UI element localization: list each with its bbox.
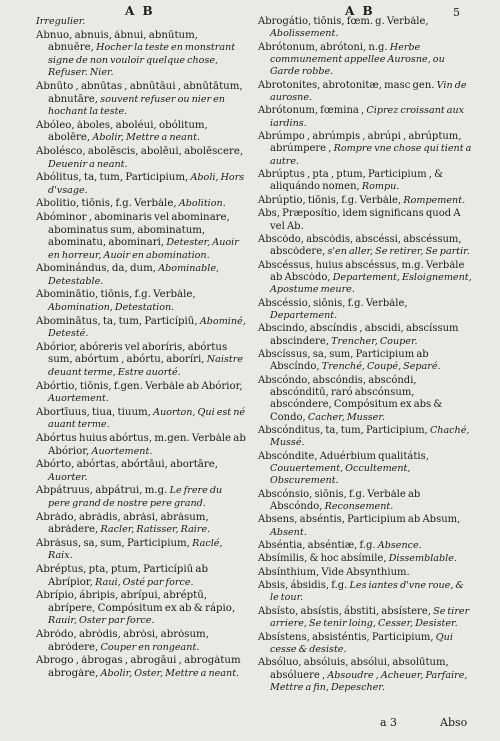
entry-gloss: Qui cesse & desiste.	[270, 631, 453, 655]
entry-lemma: Abórto, abórtas, abórtāui, abortāre,	[36, 459, 219, 471]
entry-gloss: Absence.	[377, 540, 422, 552]
dictionary-entry	[36, 407, 246, 432]
entry-gloss: Abolir, Mettre a neant.	[92, 132, 200, 144]
entry-lemma: Abortīuus, tiua, tiuum,	[36, 406, 151, 418]
entry-lemma: Absens, abséntis, Participium ab Absum,	[258, 514, 461, 526]
entry-gloss: Abolissement.	[270, 28, 339, 40]
entry-lemma: Abscéssus, huius abscéssus, m.g. Verbȧle ab Abscȯdo,	[258, 259, 465, 283]
entry-lemma: Abóleo, ȧboles, aboléui, obólitum, abolēre,	[36, 119, 208, 144]
entry-lemma: Abscóndite, Aduérbium qualitátis,	[258, 450, 429, 462]
entry-lemma: Abólitus, ta, tum, Participium,	[36, 172, 189, 184]
left-column	[36, 16, 246, 681]
entry-gloss: Dissemblable.	[388, 553, 457, 565]
page-number: 5	[453, 6, 460, 19]
dictionary-entry	[36, 212, 246, 262]
entry-lemma: Abréptus, pta, ptum, Particípiū ab Abrípior,	[36, 563, 208, 588]
entry-gloss: Hocher la teste en monstrant signe de non vouloir quelque chose, Refuser. Nier.	[48, 42, 236, 79]
dictionary-entry	[36, 512, 246, 537]
entry-lemma: Absóluo, absóluis, absólui, absolūtum, absóluere ,	[258, 657, 449, 681]
entry-lemma: Abrótonum, abrótoni, n.g.	[258, 41, 388, 53]
entry-lemma: Abscindo, abscíndis , abscidi, abscíssum abscindere,	[258, 323, 459, 347]
entry-gloss: Abolition.	[178, 198, 226, 210]
dictionary-entry	[36, 263, 246, 288]
right-column	[258, 16, 472, 695]
dictionary-entry	[258, 375, 472, 424]
entry-gloss: Couper en rongeant.	[100, 641, 200, 653]
entry-gloss: Abolir, Oster, Mettre a neant.	[100, 667, 240, 679]
entry-lemma: Abominándus, da, dum,	[36, 263, 156, 275]
entry-lemma: Absísto, absístis, ábstiti, absístere,	[258, 605, 431, 617]
entry-gloss: Rompement.	[403, 194, 466, 206]
dictionary-entry	[258, 451, 472, 488]
entry-gloss: Couuertement, Occultement, Obscurement.	[270, 463, 411, 487]
entry-lemma: Abóminor , abominaris vel abominare, abominatus sum, abominatum, abominatu, abominari,	[36, 211, 230, 249]
dictionary-entry	[36, 316, 246, 341]
dictionary-entry	[36, 655, 246, 680]
entry-gloss: Les iantes d'vne roue, & le tour.	[270, 580, 464, 604]
entry-lemma: Abrúptus , pta , ptum, Participium , & aliquándo nomen,	[258, 169, 443, 193]
dictionary-entry	[36, 120, 246, 145]
entry-gloss: Rauir, Oster par force.	[48, 615, 155, 627]
dictionary-entry	[258, 580, 472, 605]
running-head-left: A B	[125, 4, 155, 18]
entry-lemma: Abrotonites, abrotonitæ, masc gen.	[258, 79, 435, 91]
entry-lemma: Absis, ábsidis, f.g.	[258, 580, 348, 592]
entry-lemma: Abrȧdo, abrȧdis, abrȧsi, abrȧsum, abrȧdere,	[36, 511, 209, 536]
entry-gloss: Reconsement.	[324, 501, 394, 513]
entry-gloss: Deuenir a neant.	[48, 158, 128, 170]
dictionary-entry	[258, 323, 472, 348]
entry-lemma: Abnuo, abnuis, ȧbnui, abnūtum, abnuēre,	[36, 29, 199, 54]
dictionary-entry	[258, 169, 472, 194]
entry-gloss: Raclé, Raix.	[48, 537, 223, 562]
dictionary-entry	[36, 629, 246, 654]
entry-gloss: Auorter.	[48, 471, 88, 483]
dictionary-entry	[258, 425, 472, 450]
entry-lemma: Abolitio, tiōnis, f.g. Verbȧle,	[36, 198, 177, 210]
entry-lemma: Abrȧsus, sa, sum, Participium,	[36, 537, 190, 549]
dictionary-entry	[258, 606, 472, 631]
entry-gloss: Abominé, Detesté.	[48, 315, 246, 340]
dictionary-entry	[36, 381, 246, 406]
entry-gloss: Detester, Auoir en horreur, Auoir en abomination.	[48, 237, 239, 261]
dictionary-entry	[258, 553, 472, 565]
entry-gloss: Abominable, Detestable.	[48, 263, 220, 287]
dictionary-entry	[258, 657, 472, 694]
entry-gloss: Departement.	[270, 309, 338, 321]
entry-lemma: Abrúptio, tiōnis, f.g. Verbȧle,	[258, 194, 402, 206]
dictionary-entry	[36, 564, 246, 589]
dictionary-entry	[36, 433, 246, 458]
entry-lemma: Abpátruus, abpátrui, m.g.	[36, 485, 168, 497]
entry-lemma: Abrogo , ȧbrogas , abrogāui , abrogȧtum abrogȧre,	[36, 655, 241, 679]
entry-gloss: s'en aller, Se retirer, Se partir.	[327, 246, 470, 258]
entry-lemma: Abolésco, abolēscis, abolēui, abolēscere,	[36, 145, 244, 157]
entry-gloss: Ciprez croissant aux iardins.	[270, 105, 465, 129]
entry-lemma: Abominātio, tiōnis, f.g. Verbȧle,	[36, 289, 196, 301]
entry-gloss: Aboli, Hors d'vsage.	[48, 172, 245, 196]
entry-gloss: Rompu.	[361, 181, 400, 193]
entry-lemma: Abscȯdo, abscȯdis, abscéssi, abscéssum, abscȯdere,	[258, 233, 462, 258]
signature-mark: a 3	[380, 716, 398, 729]
entry-gloss: Racler, Ratisser, Raire.	[100, 524, 211, 536]
dictionary-entry	[258, 567, 472, 579]
entry-lemma: Abrȯdo, abrȯdis, abrȯsi, abrȯsum, abrȯdere,	[36, 628, 209, 653]
dictionary-entry	[258, 540, 472, 552]
dictionary-entry	[36, 342, 246, 380]
entry-lemma: Abnūto , abnūtas , abnūtāui , abnūtātum, abnutāre,	[36, 80, 243, 105]
entry-gloss: Auortement.	[48, 393, 109, 405]
entry-gloss: souvent refuser ou nier en hochant la teste.	[48, 93, 225, 118]
dictionary-entry	[258, 80, 472, 105]
entry-lemma: Abrípio, ábripis, abrípui, abréptū, abrípere, Compósitum ex ab & rápio,	[36, 590, 236, 614]
dictionary-entry	[36, 459, 246, 484]
dictionary-entry	[36, 16, 246, 29]
entry-lemma: Abominātus, ta, tum, Particípiū,	[36, 315, 198, 327]
entry-lemma: Abscíssus, sa, sum, Participium ab Abscíndo,	[258, 348, 429, 373]
dictionary-entry	[258, 16, 472, 41]
dictionary-entry	[36, 538, 246, 563]
entry-gloss: Irregulier.	[36, 16, 86, 27]
dictionary-entry	[36, 590, 246, 628]
entry-gloss: Vin de aurosne.	[270, 79, 467, 104]
dictionary-entry	[258, 260, 472, 297]
dictionary-entry	[36, 146, 246, 171]
entry-lemma: Abórtus huius abórtus, m.gen. Verbȧle ab Abórior,	[36, 433, 246, 457]
entry-lemma: Abrúmpo , abrúmpis , abrúpi , abrúptum, abrúmpere ,	[258, 131, 462, 155]
dictionary-entry	[36, 485, 246, 510]
dictionary-entry	[36, 198, 246, 211]
dictionary-entry	[258, 42, 472, 79]
dictionary-entry	[258, 489, 472, 514]
entry-lemma: Abscónsio, siōnis, f.g. Verbȧle ab Abscóndo,	[258, 488, 421, 513]
entry-gloss: Cacher, Musser.	[307, 411, 385, 423]
entry-gloss: Raui, Osté par force.	[95, 576, 194, 588]
entry-lemma: Abórtio, tiōnis, f.gen. Verbȧle ab Abórior,	[36, 380, 243, 392]
dictionary-entry	[36, 172, 246, 197]
dictionary-entry	[258, 298, 472, 323]
entry-gloss: Rompre vne chose qui tient a autre.	[270, 143, 472, 167]
entry-lemma: Absístens, absisténtis, Participium,	[258, 631, 434, 643]
entry-gloss: Departement, Esloignement, Apostume meure.	[270, 271, 472, 296]
entry-lemma: Abs, Præposítio, idem significans quod A vel Ab.	[258, 208, 461, 232]
dictionary-entry	[36, 81, 246, 119]
entry-lemma: Abórior, abóreris vel aboríris, abórtus sum, abórtum , abórtu, aboríri,	[36, 341, 228, 366]
dictionary-entry	[258, 234, 472, 259]
entry-gloss: Trencher, Couper.	[331, 335, 418, 347]
dictionary-entry	[36, 30, 246, 80]
dictionary-entry	[258, 208, 472, 233]
dictionary-entry	[258, 632, 472, 657]
entry-lemma: Abscónditus, ta, tum, Participium,	[258, 425, 428, 436]
entry-gloss: Auortement.	[91, 445, 153, 457]
running-head-right: A B	[345, 4, 375, 18]
entry-lemma: Abséntia, abséntiæ, f.g.	[258, 540, 376, 552]
dictionary-entry	[258, 349, 472, 374]
entry-gloss: Herbe communement appellee Aurosne, ou Garde robbe.	[270, 41, 445, 78]
catchword: Abso	[440, 716, 468, 729]
entry-gloss: Naistre deuant terme, Estre auorté.	[48, 354, 243, 379]
entry-lemma: Abrótonum, fœmina ,	[258, 105, 365, 117]
dictionary-entry	[258, 131, 472, 168]
entry-lemma: Abscóndo, abscóndis, abscóndi, abscónditū, raró abscónsum, abscóndere, Compósitum ex abs & Condo,	[258, 374, 443, 423]
entry-lemma: Absínthium, Vide Absynthium.	[258, 566, 410, 578]
dictionary-entry	[258, 105, 472, 130]
entry-gloss: Absoudre , Acheuer, Parfaire, Mettre a fin, Depescher.	[270, 669, 468, 693]
entry-gloss: Trenché, Coupé, Separé.	[321, 361, 441, 373]
entry-gloss: Absent.	[270, 526, 307, 538]
dictionary-entry	[258, 195, 472, 207]
entry-gloss: Le frere du pere grand de nostre pere grand.	[48, 485, 223, 509]
entry-lemma: Absímilis, & hoc absímile,	[258, 553, 387, 565]
dictionary-entry	[36, 289, 246, 314]
entry-gloss: Se tirer arriere, Se tenir loing, Cesser, Desister.	[270, 605, 470, 630]
dictionary-entry	[258, 514, 472, 539]
entry-lemma: Abrogátio, tiōnis, fœm. g. Verbȧle,	[258, 16, 429, 27]
entry-gloss: Abomination, Detestation.	[48, 302, 175, 314]
entry-gloss: Auorton, Qui est né auant terme.	[48, 406, 246, 431]
entry-lemma: Abscéssio, siōnis, f.g. Verbȧle,	[258, 297, 408, 309]
entry-gloss: Chaché, Mussé.	[270, 425, 470, 449]
